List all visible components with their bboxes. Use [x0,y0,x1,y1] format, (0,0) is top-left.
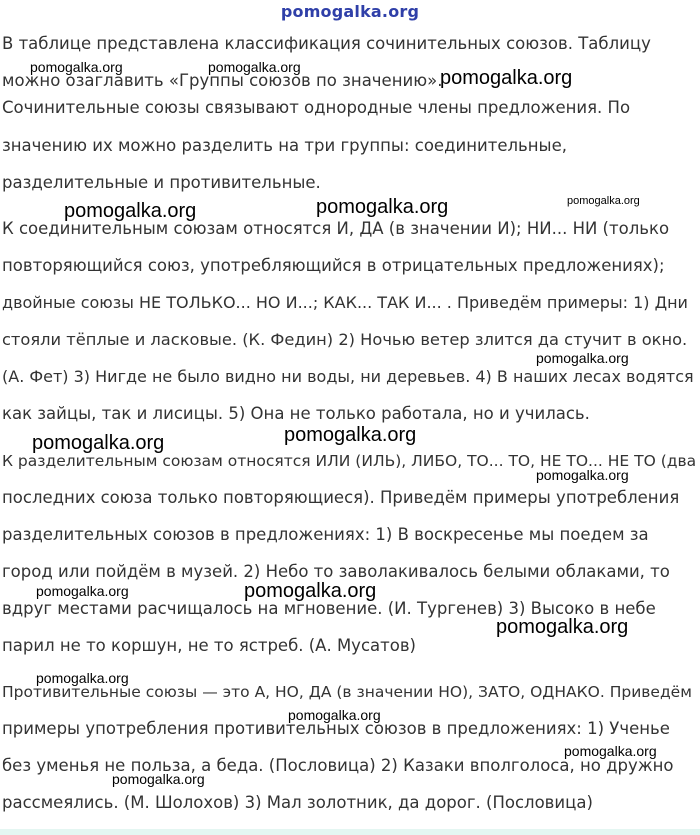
watermark: pomogalka.org [316,196,449,218]
text-line: значению их можно разделить на три группы: соединительные, [2,136,567,155]
header-watermark: pomogalka.org [280,2,420,21]
text-line: разделительных союзов в предложениях: 1) В воскресенье мы поедем за [2,525,649,544]
text-line: город или пойдём в музей. 2) Небо то заволакивалось белыми облаками, то [2,562,670,581]
watermark: pomogalka.org [284,424,417,446]
text-line: повторяющийся союз, употребляющийся в отрицательных предложениях); [2,256,665,275]
text-line: как зайцы, так и лисицы. 5) Она не только работала, но и училась. [2,404,590,423]
text-line: разделительные и противительные. [2,173,321,192]
text-line: рассмеялись. (М. Шолохов) 3) Мал золотник, да дорог. (Пословица) [2,793,593,812]
watermark: pomogalka.org [32,432,165,454]
text-line: двойные союзы НЕ ТОЛЬКО... НО И...; КАК... ТАК И... . Приведём примеры: 1) Дни [2,293,688,312]
text-line: К соединительным союзам относятся И, ДА (в значении И); НИ... НИ (только [2,219,670,238]
watermark: pomogalka.org [208,59,301,75]
text-line: последних союза только повторяющиеся). Приведём примеры употребления [2,488,680,507]
watermark: pomogalka.org [36,583,129,599]
text-line: стояли тёплые и ласковые. (К. Федин) 2) Ночью ветер злится да стучит в окно. [2,330,688,349]
bottom-strip [0,829,700,835]
text-line: В таблице представлена классификация сочинительных союзов. Таблицу [2,34,651,53]
text-line: вдруг местами расчищалось на мгновение. (И. Тургенев) 3) Высоко в небе [2,599,656,618]
text-line: К разделительным союзам относятся ИЛИ (ИЛЬ), ЛИБО, ТО... ТО, НЕ ТО... НЕ ТО (два [2,452,697,470]
text-line: Сочинительные союзы связывают однородные члены предложения. По [2,98,631,117]
watermark: pomogalka.org [112,771,205,787]
watermark: pomogalka.org [496,616,629,638]
watermark: pomogalka.org [36,670,129,686]
watermark: pomogalka.org [536,350,629,366]
watermark: pomogalka.org [440,67,573,89]
text-line: (А. Фет) 3) Нигде не было видно ни воды, ни деревьев. 4) В наших лесах водятся [2,367,694,386]
watermark: pomogalka.org [536,467,629,483]
text-line: Противительные союзы — это А, НО, ДА (в значении НО), ЗАТО, ОДНАКО. Приведём [2,683,692,701]
watermark: pomogalka.org [564,743,657,759]
text-line: можно озаглавить «Группы союзов по значению». [2,71,443,90]
text-line: без уменья не польза, а беда. (Пословица) 2) Казаки вполголоса, но дружно [2,756,674,775]
watermark: pomogalka.org [30,59,123,75]
watermark: pomogalka.org [567,195,640,207]
watermark: pomogalka.org [244,580,377,602]
text-line: примеры употребления противительных союзов в предложениях: 1) Ученье [2,719,670,738]
text-line: парил не то коршун, не то ястреб. (А. Мусатов) [2,636,416,655]
watermark: pomogalka.org [64,200,197,222]
watermark: pomogalka.org [288,707,381,723]
